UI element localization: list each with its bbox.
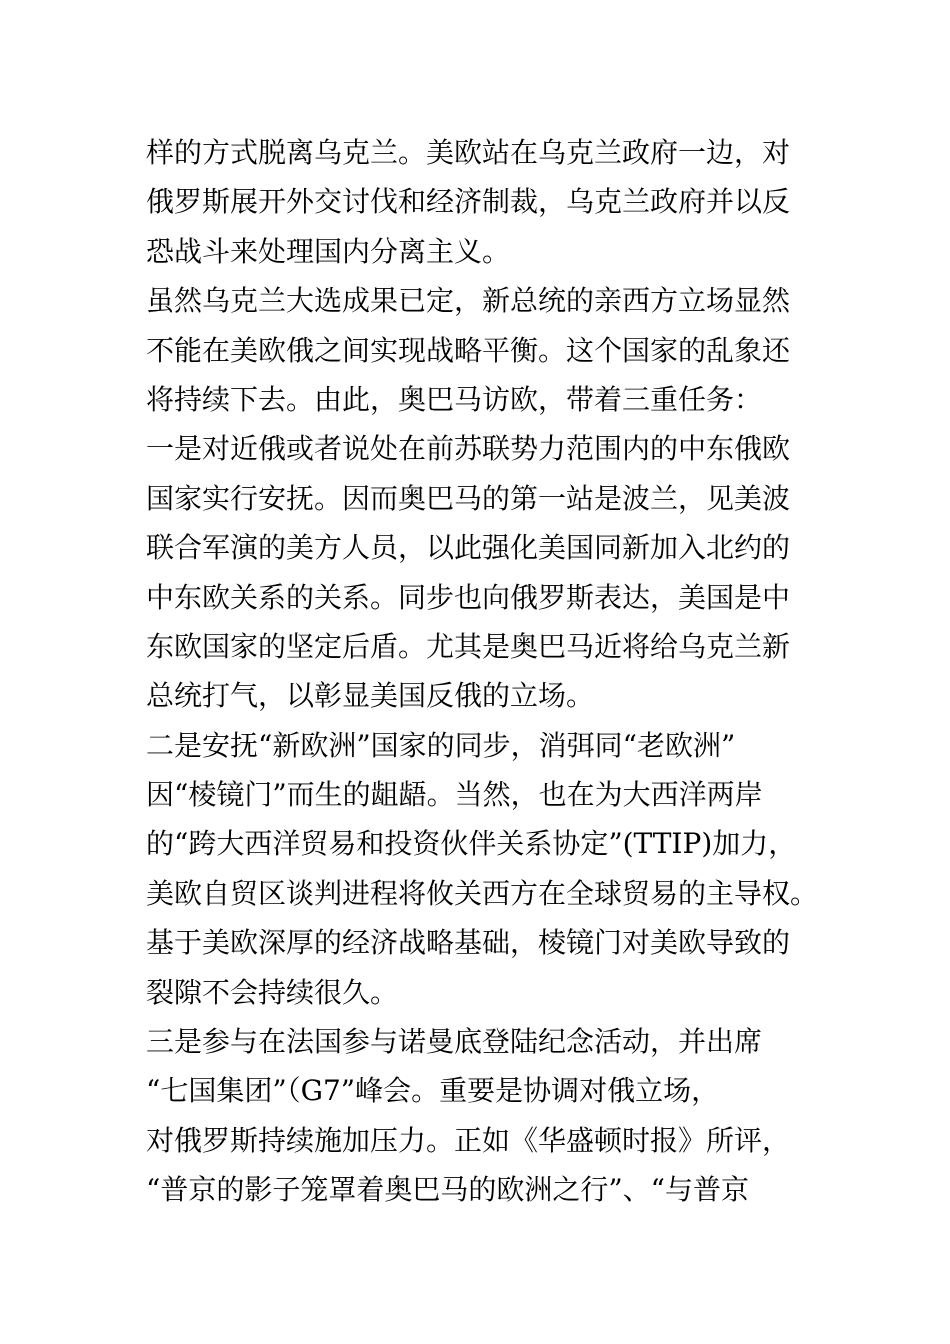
text-line: 东欧国家的坚定后盾。尤其是奥巴马近将给乌克兰新	[146, 629, 791, 663]
text-line: 中东欧关系的关系。同步也向俄罗斯表达，美国是中	[146, 580, 791, 614]
text-line: 美欧自贸区谈判进程将攸关西方在全球贸易的主导权。	[146, 876, 819, 910]
text-line: 基于美欧深厚的经济战略基础，棱镜门对美欧导致的	[146, 926, 791, 960]
text-line: 三是参与在法国参与诺曼底登陆纪念活动，并出席	[146, 1025, 763, 1059]
text-line: 不能在美欧俄之间实现战略平衡。这个国家的乱象还	[146, 333, 791, 367]
text-line: 一是对近俄或者说处在前苏联势力范围内的中东俄欧	[146, 432, 791, 466]
text-line: 恐战斗来处理国内分离主义。	[146, 234, 511, 268]
text-line: 样的方式脱离乌克兰。美欧站在乌克兰政府一边，对	[146, 136, 791, 169]
text-line: 将持续下去。由此，奥巴马访欧，带着三重任务：	[146, 382, 763, 416]
text-line: 二是安抚“新欧洲”国家的同步，消弭同“老欧洲”	[146, 728, 736, 762]
text-line: 裂隙不会持续很久。	[146, 975, 399, 1009]
text-line: 国家实行安抚。因而奥巴马的第一站是波兰，见美波	[146, 481, 791, 515]
text-line: 对俄罗斯持续施加压力。正如《华盛顿时报》所评，	[146, 1123, 791, 1157]
text-line: “七国集团”（G7”峰会。重要是协调对俄立场，	[146, 1074, 720, 1108]
text-line: 联合军演的美方人员，以此强化美国同新加入北约的	[146, 531, 791, 565]
body-text	[146, 128, 846, 1215]
text-line: 因“棱镜门”而生的龃龉。当然，也在为大西洋两岸	[146, 778, 763, 812]
text-line: 俄罗斯展开外交讨伐和经济制裁，乌克兰政府并以反	[146, 185, 791, 219]
text-line: 总统打气，以彰显美国反俄的立场。	[146, 679, 595, 713]
text-line: “普京的影子笼罩着奥巴马的欧洲之行”、“与普京	[146, 1173, 749, 1207]
text-line: 的“跨大西洋贸易和投资伙伴关系协定”(TTIP)加力，	[146, 827, 797, 861]
text-line: 虽然乌克兰大选成果已定，新总统的亲西方立场显然	[146, 284, 791, 318]
